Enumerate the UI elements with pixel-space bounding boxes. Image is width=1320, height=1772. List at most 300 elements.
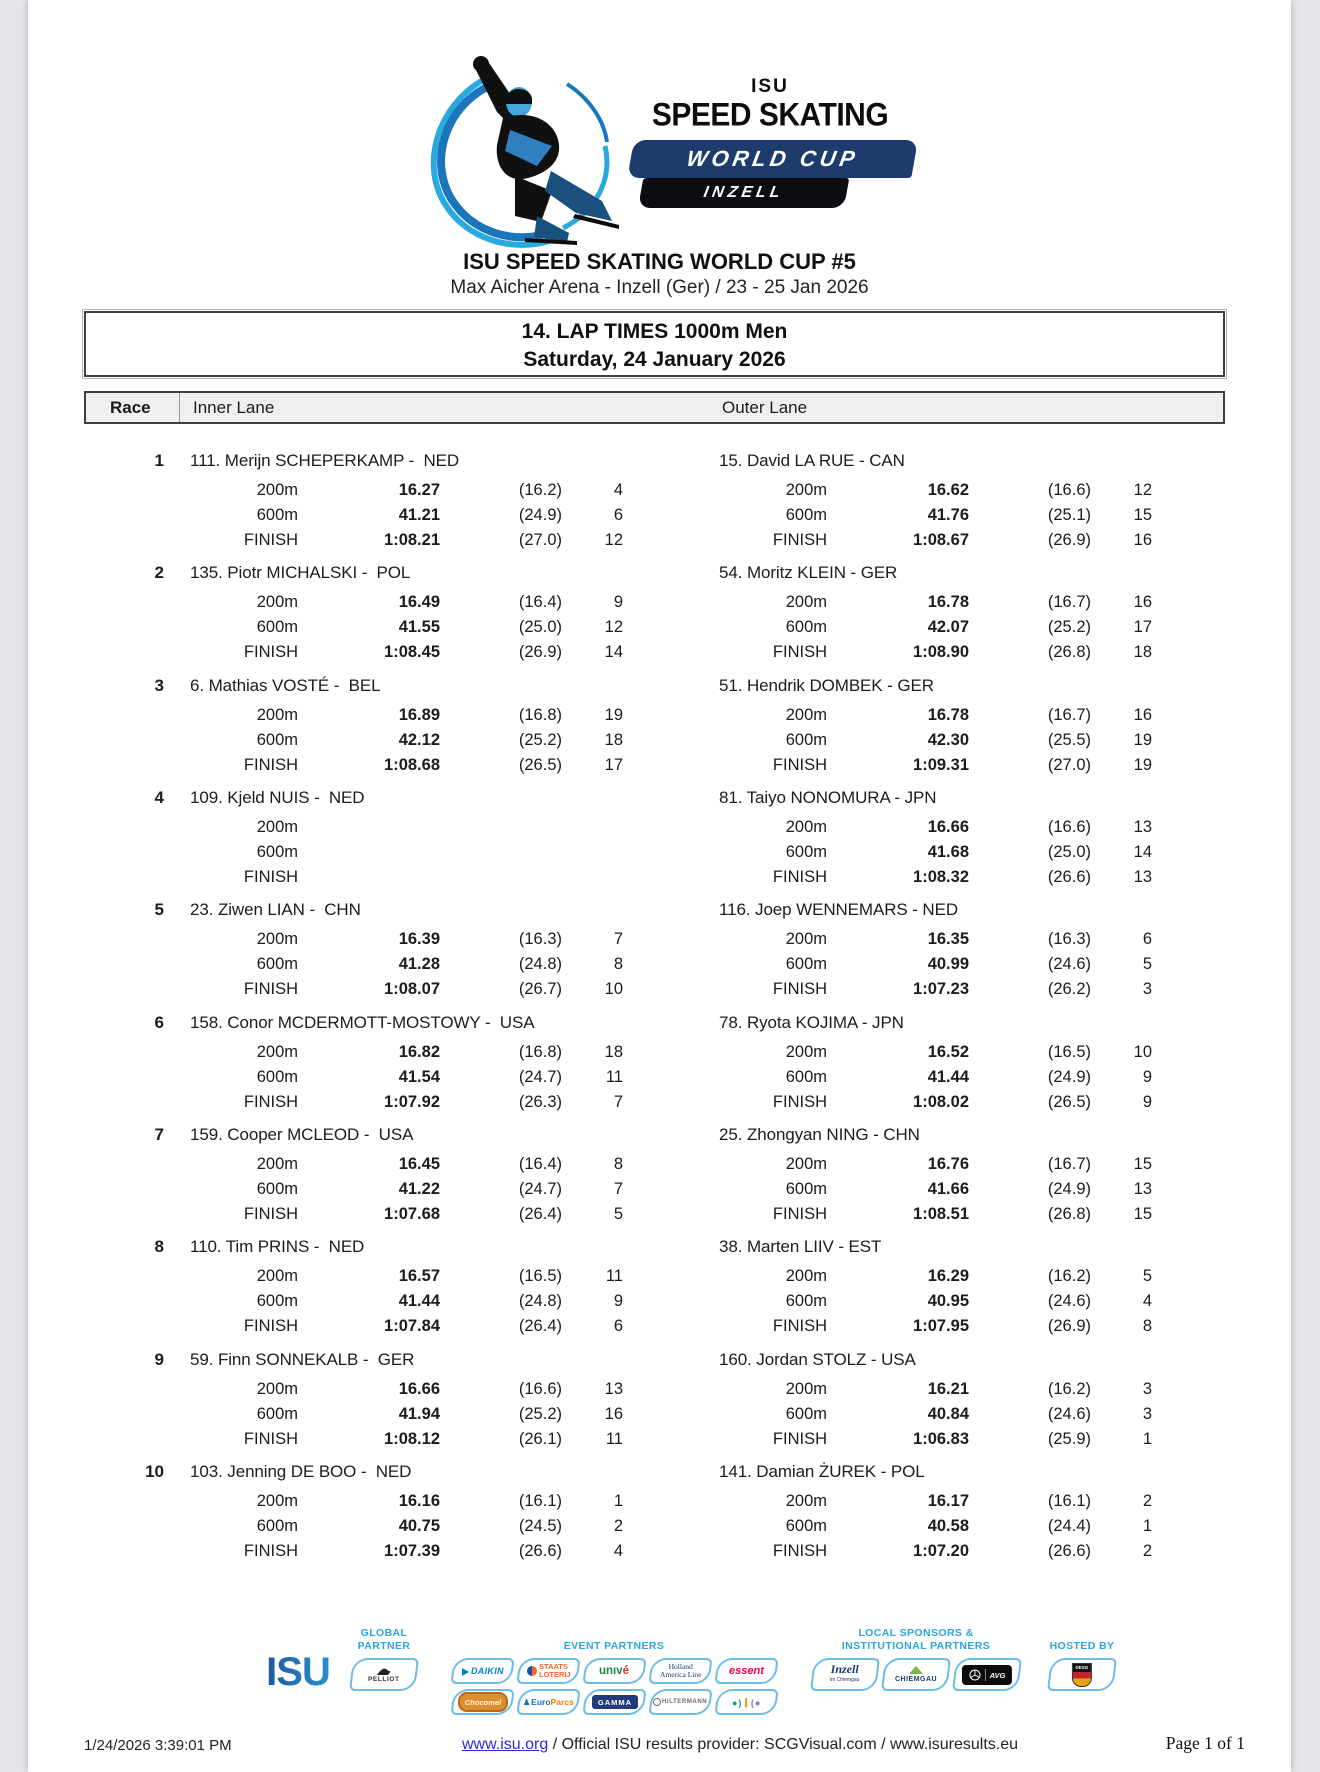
document-title: ISU SPEED SKATING WORLD CUP #5 — [463, 249, 856, 274]
lap-row-finish — [719, 753, 1152, 778]
race-row — [28, 789, 1291, 885]
lap-time: (16.7) — [1047, 706, 1091, 724]
lap-time: (26.2) — [1047, 980, 1091, 998]
skater-name: 116. Joep WENNEMARS - NED — [719, 900, 959, 919]
time-value: 1:08.21 — [384, 531, 440, 549]
staatsloterij-logo: STAATS LOTERIJ — [516, 1658, 580, 1684]
desg-shield-icon: DESG — [1072, 1663, 1092, 1687]
lap-time: (24.8) — [518, 955, 562, 973]
lap-time: (26.1) — [518, 1430, 562, 1448]
provider-text: / Official ISU results provider: SCGVisual.com / www.isuresults.eu — [548, 1736, 1019, 1753]
lap-row-finish — [719, 1427, 1152, 1452]
isu-org-link[interactable]: www.isu.org — [462, 1736, 549, 1753]
skater-name: 6. Mathias VOSTÉ - BEL — [190, 676, 381, 695]
time-value: 1:08.07 — [384, 980, 440, 998]
lap-row-200m — [190, 703, 623, 728]
time-value: 1:07.20 — [913, 1542, 969, 1560]
skater-name: 160. Jordan STOLZ - USA — [719, 1350, 916, 1369]
rank-value: 11 — [605, 1267, 623, 1285]
lap-row-600m — [190, 840, 623, 865]
distance-label: 600m — [256, 955, 298, 973]
distance-label: 600m — [256, 1292, 298, 1310]
rank-value: 9 — [613, 1292, 623, 1310]
label-line: HOSTED BY — [1049, 1639, 1115, 1652]
skater-name: 23. Ziwen LIAN - CHN — [190, 900, 361, 919]
lap-time: (16.6) — [1047, 818, 1091, 836]
time-value: 16.66 — [398, 1380, 440, 1398]
isu-footer-logo: ISU — [238, 1650, 358, 1695]
time-value: 41.54 — [398, 1068, 440, 1086]
rank-value: 14 — [1133, 843, 1152, 861]
daikin-logo: DAIKIN — [450, 1658, 514, 1684]
outer-lane-result — [719, 677, 1152, 778]
lap-time: (26.4) — [518, 1317, 562, 1335]
time-value: 1:07.23 — [913, 980, 969, 998]
distance-label: FINISH — [772, 531, 827, 549]
label-line: LOCAL SPONSORS & — [858, 1627, 974, 1639]
outer-lane-result — [719, 1463, 1152, 1564]
time-value: 41.44 — [927, 1068, 969, 1086]
column-divider — [179, 393, 180, 422]
lap-time: (26.5) — [518, 756, 562, 774]
inner-lane-result — [190, 789, 623, 890]
rank-value: 1 — [613, 1492, 623, 1510]
outer-lane-result — [719, 452, 1152, 553]
race-row — [28, 452, 1291, 548]
lap-time: (16.5) — [1047, 1043, 1091, 1061]
race-number: 1 — [154, 451, 164, 470]
lap-time: (26.8) — [1047, 643, 1091, 661]
gamma-logo: GAMMA — [582, 1689, 646, 1715]
rank-value: 3 — [1142, 1405, 1152, 1423]
time-value: 1:08.67 — [913, 531, 969, 549]
rank-value: 3 — [1142, 980, 1152, 998]
lap-row-200m — [719, 927, 1152, 952]
europarcs-figure-icon: ♟ — [522, 1698, 530, 1707]
logo-world-cup-label: WORLD CUP — [627, 140, 918, 178]
race-number: 9 — [154, 1350, 164, 1369]
local-sponsors-label — [842, 1626, 990, 1652]
lap-time: (25.2) — [518, 1405, 562, 1423]
europarcs-logo: ♟EuroParcs — [516, 1689, 580, 1715]
global-partner-label — [358, 1626, 411, 1652]
logo-badge — [622, 140, 918, 208]
event-title-box — [84, 311, 1225, 377]
distance-label: 600m — [256, 1068, 298, 1086]
rank-value: 11 — [605, 1430, 623, 1448]
rank-value: 2 — [1142, 1542, 1152, 1560]
rank-value: 11 — [605, 1068, 623, 1086]
lap-row-finish — [190, 1539, 623, 1564]
lap-time: (16.2) — [518, 481, 562, 499]
distance-label: 200m — [256, 1043, 298, 1061]
time-value: 16.49 — [398, 593, 440, 611]
distance-label: 200m — [785, 1043, 827, 1061]
race-row — [28, 1126, 1291, 1222]
distance-label: 200m — [256, 593, 298, 611]
column-header-race: Race — [110, 398, 151, 417]
distance-label: FINISH — [772, 868, 827, 886]
rank-value: 6 — [613, 1317, 623, 1335]
rank-value: 18 — [604, 731, 623, 749]
time-value: 1:08.02 — [913, 1093, 969, 1111]
document-page — [28, 0, 1291, 1772]
essent-logo: essent — [714, 1658, 778, 1684]
time-value: 40.95 — [927, 1292, 969, 1310]
rank-value: 10 — [1133, 1043, 1152, 1061]
time-value: 1:07.39 — [384, 1542, 440, 1560]
race-row — [28, 1463, 1291, 1559]
outer-lane-result — [719, 1351, 1152, 1452]
distance-label: FINISH — [772, 1430, 827, 1448]
lap-row-600m — [190, 952, 623, 977]
rank-value: 12 — [604, 618, 623, 636]
skater-name: 15. David LA RUE - CAN — [719, 451, 905, 470]
distance-label: 600m — [785, 506, 827, 524]
lap-time: (24.8) — [518, 1292, 562, 1310]
event-title: 14. LAP TIMES 1000m Men — [521, 320, 788, 343]
outer-lane-result — [719, 564, 1152, 665]
distance-label: 600m — [785, 955, 827, 973]
skater-name: 110. Tim PRINS - NED — [190, 1237, 365, 1256]
lap-time: (16.5) — [518, 1267, 562, 1285]
lap-row-finish — [190, 1202, 623, 1227]
lap-row-600m — [190, 1177, 623, 1202]
rank-value: 4 — [613, 1542, 623, 1560]
rank-value: 7 — [613, 1180, 623, 1198]
distance-label: FINISH — [243, 1430, 298, 1448]
lap-row-600m — [719, 840, 1152, 865]
lap-row-finish — [190, 528, 623, 553]
lap-time: (16.8) — [518, 1043, 562, 1061]
inner-lane-result — [190, 1014, 623, 1115]
skater-name: 78. Ryota KOJIMA - JPN — [719, 1013, 904, 1032]
lap-row-200m — [190, 1377, 623, 1402]
time-value: 16.35 — [927, 930, 969, 948]
pelliot-bird-icon — [376, 1667, 392, 1676]
distance-label: 200m — [256, 706, 298, 724]
distance-label: FINISH — [243, 980, 298, 998]
race-row — [28, 901, 1291, 997]
distance-label: 200m — [785, 930, 827, 948]
distance-label: FINISH — [243, 1317, 298, 1335]
lap-row-finish — [719, 528, 1152, 553]
distance-label: 600m — [785, 731, 827, 749]
skater-name: 38. Marten LIIV - EST — [719, 1237, 882, 1256]
lap-time: (26.9) — [1047, 531, 1091, 549]
rank-value: 16 — [1133, 706, 1152, 724]
distance-label: 200m — [785, 593, 827, 611]
time-value: 16.21 — [927, 1380, 969, 1398]
rank-value: 7 — [613, 930, 623, 948]
time-value: 41.21 — [398, 506, 440, 524]
skater-name: 103. Jenning DE BOO - NED — [190, 1462, 412, 1481]
lap-time: (16.7) — [1047, 1155, 1091, 1173]
rank-value: 16 — [604, 1405, 623, 1423]
inner-lane-result — [190, 1463, 623, 1564]
distance-label: FINISH — [243, 1205, 298, 1223]
skater-name: 158. Conor MCDERMOTT-MOSTOWY - USA — [190, 1013, 535, 1032]
print-timestamp: 1/24/2026 3:39:01 PM — [84, 1737, 232, 1754]
lap-row-200m — [719, 1489, 1152, 1514]
time-value: 1:08.90 — [913, 643, 969, 661]
lap-time: (26.6) — [1047, 868, 1091, 886]
lap-time: (16.6) — [1047, 481, 1091, 499]
inner-lane-result — [190, 1126, 623, 1227]
hosted-by-group — [1044, 1626, 1120, 1696]
speed-skating-logo-skater — [415, 50, 625, 252]
time-value: 16.78 — [927, 593, 969, 611]
lap-time: (26.5) — [1047, 1093, 1091, 1111]
lap-row-200m — [190, 590, 623, 615]
daikin-triangle-icon — [461, 1668, 468, 1676]
race-number: 7 — [154, 1125, 164, 1144]
lap-row-200m — [719, 590, 1152, 615]
column-header-inner-lane: Inner Lane — [193, 398, 275, 417]
divider — [985, 1669, 986, 1681]
rank-value: 15 — [1133, 1155, 1152, 1173]
inner-lane-result — [190, 1238, 623, 1339]
lap-time: (16.4) — [518, 593, 562, 611]
lap-time: (26.6) — [1047, 1542, 1091, 1560]
lap-row-200m — [719, 1040, 1152, 1065]
inner-lane-result — [190, 452, 623, 553]
lap-time: (25.0) — [518, 618, 562, 636]
distance-label: 200m — [785, 1267, 827, 1285]
lap-row-600m — [190, 503, 623, 528]
time-value: 1:09.31 — [913, 756, 969, 774]
rank-value: 1 — [1142, 1430, 1152, 1448]
rank-value: 18 — [604, 1043, 623, 1061]
label-line: EVENT PARTNERS — [563, 1639, 665, 1652]
chocomel-logo: Chocomel — [450, 1689, 514, 1715]
time-value: 42.07 — [927, 618, 969, 636]
mercedes-avg-logo: AVG — [952, 1658, 1022, 1691]
lap-time: (16.3) — [1047, 930, 1091, 948]
provider-line — [462, 1736, 1018, 1754]
time-value: 16.17 — [927, 1492, 969, 1510]
lap-row-600m — [719, 1402, 1152, 1427]
lap-row-finish — [719, 1539, 1152, 1564]
lap-row-600m — [719, 728, 1152, 753]
distance-label: 600m — [256, 1517, 298, 1535]
lap-time: (24.6) — [1047, 1292, 1091, 1310]
event-partners-label — [564, 1626, 665, 1652]
lap-row-finish — [190, 865, 623, 890]
time-value: 40.84 — [927, 1405, 969, 1423]
rank-value: 16 — [1133, 531, 1152, 549]
lap-row-finish — [190, 977, 623, 1002]
skater-name: 111. Merijn SCHEPERKAMP - NED — [190, 451, 460, 470]
rank-value: 3 — [1142, 1380, 1152, 1398]
lap-row-200m — [190, 1264, 623, 1289]
lap-time: (16.7) — [1047, 593, 1091, 611]
rank-value: 8 — [1142, 1317, 1152, 1335]
skater-name: 54. Moritz KLEIN - GER — [719, 563, 898, 582]
distance-label: 200m — [256, 1492, 298, 1510]
time-value: 41.55 — [398, 618, 440, 636]
lap-time: (24.9) — [1047, 1068, 1091, 1086]
rank-value: 13 — [1133, 818, 1152, 836]
lap-time: (26.8) — [1047, 1205, 1091, 1223]
rank-value: 4 — [613, 481, 623, 499]
logo-isu-label: ISU — [751, 76, 789, 97]
rank-value: 1 — [1142, 1517, 1152, 1535]
race-number: 3 — [154, 676, 164, 695]
lap-time: (24.4) — [1047, 1517, 1091, 1535]
time-value: 41.66 — [927, 1180, 969, 1198]
lap-row-600m — [719, 1514, 1152, 1539]
distance-label: 600m — [256, 731, 298, 749]
outer-lane-result — [719, 1238, 1152, 1339]
distance-label: FINISH — [243, 1093, 298, 1111]
distance-label: 600m — [785, 843, 827, 861]
rank-value: 15 — [1133, 506, 1152, 524]
rank-value: 4 — [1142, 1292, 1152, 1310]
skater-name: 59. Finn SONNEKALB - GER — [190, 1350, 415, 1369]
time-value: 16.45 — [398, 1155, 440, 1173]
label-line: PARTNER — [357, 1639, 411, 1652]
time-value: 1:07.92 — [384, 1093, 440, 1111]
lap-row-finish — [190, 1090, 623, 1115]
distance-label: FINISH — [772, 1317, 827, 1335]
inner-lane-result — [190, 677, 623, 778]
page-number: Page 1 of 1 — [1165, 1733, 1245, 1753]
time-value: 1:08.51 — [913, 1205, 969, 1223]
distance-label: 200m — [256, 930, 298, 948]
lap-row-600m — [190, 728, 623, 753]
distance-label: FINISH — [772, 1093, 827, 1111]
time-value: 42.12 — [398, 731, 440, 749]
rank-value: 5 — [613, 1205, 623, 1223]
time-value: 40.99 — [927, 955, 969, 973]
lap-row-200m — [190, 815, 623, 840]
chiemgau-logo: CHIEMGAU — [881, 1658, 951, 1691]
race-row — [28, 677, 1291, 773]
race-row — [28, 564, 1291, 660]
document-subtitle: Max Aicher Arena - Inzell (Ger) / 23 - 25 Jan 2026 — [450, 277, 869, 298]
lap-row-600m — [719, 615, 1152, 640]
distance-label: 600m — [256, 843, 298, 861]
distance-label: 200m — [256, 818, 298, 836]
lap-row-600m — [719, 1177, 1152, 1202]
race-row — [28, 1014, 1291, 1110]
outer-lane-result — [719, 1126, 1152, 1227]
lap-time: (25.1) — [1047, 506, 1091, 524]
rank-value: 13 — [1133, 868, 1152, 886]
time-value: 16.29 — [927, 1267, 969, 1285]
lap-row-finish — [190, 640, 623, 665]
rank-value: 19 — [1133, 756, 1152, 774]
inner-lane-result — [190, 901, 623, 1002]
lap-time: (24.9) — [1047, 1180, 1091, 1198]
label-line: INSTITUTIONAL PARTNERS — [841, 1639, 991, 1652]
rank-value: 2 — [1142, 1492, 1152, 1510]
rank-value: 9 — [613, 593, 623, 611]
staatsloterij-circle-icon — [526, 1666, 536, 1676]
lap-row-finish — [719, 640, 1152, 665]
lap-time: (16.2) — [1047, 1380, 1091, 1398]
lap-row-200m — [190, 927, 623, 952]
time-value: 16.52 — [927, 1043, 969, 1061]
hosted-by-label — [1050, 1626, 1115, 1652]
skater-name: 109. Kjeld NUIS - NED — [190, 788, 365, 807]
distance-label: FINISH — [243, 531, 298, 549]
desg-logo — [1047, 1658, 1117, 1691]
pelliot-logo: PELLIOT — [349, 1658, 419, 1691]
lap-row-finish — [719, 977, 1152, 1002]
lap-time: (24.7) — [518, 1068, 562, 1086]
distance-label: 600m — [256, 506, 298, 524]
label-line: GLOBAL — [360, 1627, 408, 1639]
time-value: 41.68 — [927, 843, 969, 861]
rank-value: 15 — [1133, 1205, 1152, 1223]
distance-label: 600m — [256, 618, 298, 636]
time-value: 41.22 — [398, 1180, 440, 1198]
global-partner-group — [344, 1626, 424, 1696]
rank-value: 12 — [604, 531, 623, 549]
skater-name: 141. Damian ŻUREK - POL — [719, 1462, 925, 1481]
time-value: 1:07.84 — [384, 1317, 440, 1335]
speed-skating-logo-text — [628, 76, 912, 208]
lap-time: (26.9) — [1047, 1317, 1091, 1335]
distance-label: 600m — [785, 1405, 827, 1423]
distance-label: 200m — [785, 1380, 827, 1398]
lap-row-600m — [190, 1514, 623, 1539]
lap-time: (16.4) — [518, 1155, 562, 1173]
logo-speed-skating-label: SPEED SKATING — [651, 97, 889, 134]
time-value: 16.82 — [398, 1043, 440, 1061]
lap-time: (16.8) — [518, 706, 562, 724]
skater-name: 135. Piotr MICHALSKI - POL — [190, 563, 411, 582]
time-value: 16.16 — [398, 1492, 440, 1510]
lap-time: (24.9) — [518, 506, 562, 524]
outer-lane-result — [719, 789, 1152, 890]
event-date: Saturday, 24 January 2026 — [523, 348, 786, 371]
distance-label: 200m — [785, 481, 827, 499]
lap-row-finish — [719, 1202, 1152, 1227]
rank-value: 17 — [604, 756, 623, 774]
hiltermann-logo: HILTERMANN — [648, 1689, 712, 1715]
distance-label: FINISH — [772, 980, 827, 998]
lap-row-600m — [719, 1065, 1152, 1090]
time-value: 16.57 — [398, 1267, 440, 1285]
hiltermann-circle-icon — [653, 1698, 661, 1706]
distance-label: 600m — [785, 618, 827, 636]
lap-row-200m — [719, 1264, 1152, 1289]
race-number: 2 — [154, 563, 164, 582]
lap-row-finish — [719, 1090, 1152, 1115]
race-number: 5 — [154, 900, 164, 919]
lap-row-200m — [719, 815, 1152, 840]
lap-time: (24.5) — [518, 1517, 562, 1535]
outer-lane-result — [719, 1014, 1152, 1115]
lap-row-200m — [190, 1152, 623, 1177]
time-value: 1:08.12 — [384, 1430, 440, 1448]
rank-value: 9 — [1142, 1068, 1152, 1086]
lap-time: (26.4) — [518, 1205, 562, 1223]
distance-label: 200m — [256, 481, 298, 499]
lap-row-finish — [190, 1427, 623, 1452]
lap-time: (16.1) — [1047, 1492, 1091, 1510]
lap-row-finish — [190, 753, 623, 778]
lap-row-200m — [719, 1377, 1152, 1402]
rank-value: 18 — [1133, 643, 1152, 661]
race-row — [28, 1351, 1291, 1447]
lap-row-finish — [719, 1314, 1152, 1339]
time-value: 16.66 — [927, 818, 969, 836]
time-value: 42.30 — [927, 731, 969, 749]
